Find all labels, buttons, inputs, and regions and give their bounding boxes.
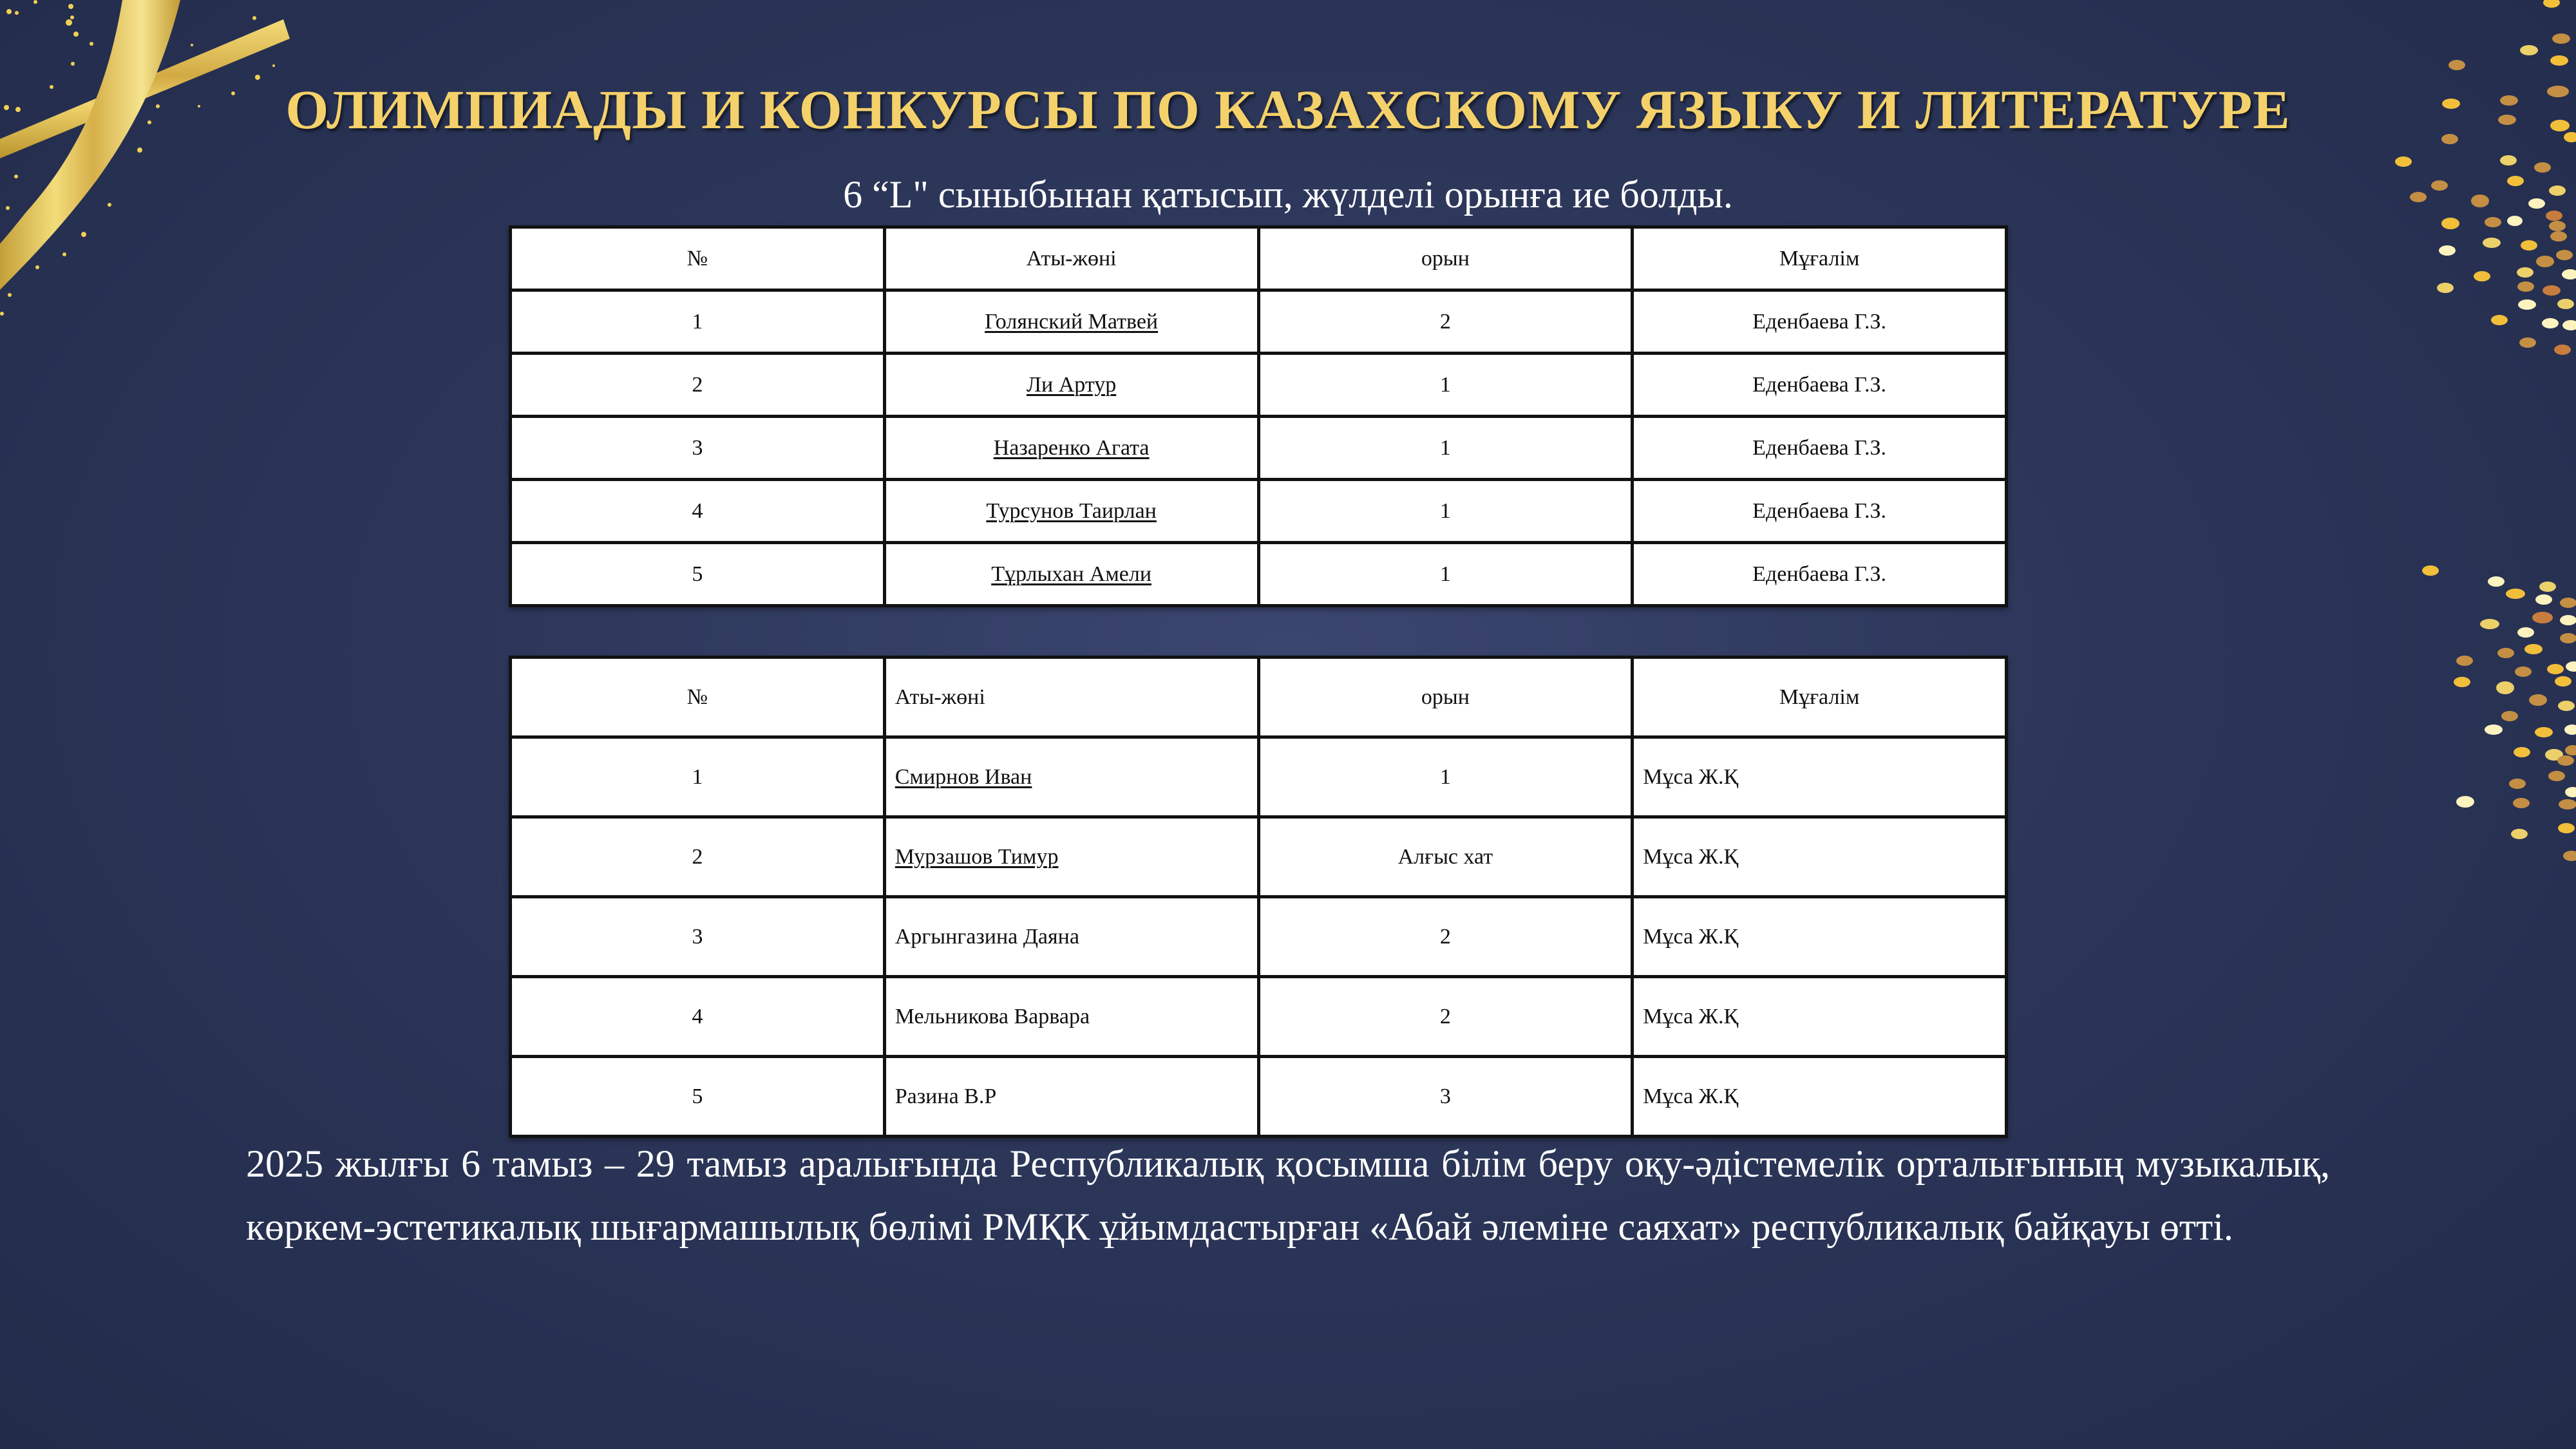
table-row (511, 737, 2007, 817)
column-header-teacher: Мұғалім (1633, 658, 2007, 737)
cell-name: Аргынгазина Даяна (884, 897, 1258, 977)
cell-teacher: Мұса Ж.Қ (1633, 737, 2007, 817)
cell-number: 2 (511, 354, 885, 417)
table-header-row (511, 227, 2007, 290)
cell-number: 4 (511, 480, 885, 543)
page-subtitle: 6 “L" сыныбынан қатысып, жүлделі орынға ие болды. (843, 173, 1733, 216)
cell-name (884, 543, 1258, 606)
student-name-link[interactable]: Смирнов Иван (895, 764, 1032, 789)
cell-place: 2 (1258, 290, 1633, 354)
cell-name (884, 480, 1258, 543)
cell-place: 1 (1258, 417, 1633, 480)
table-row (511, 354, 2007, 417)
table-row (511, 1057, 2007, 1137)
column-header-name: Аты-жөні (884, 227, 1258, 290)
student-name-link[interactable]: Мурзашов Тимур (895, 844, 1059, 869)
cell-name (884, 417, 1258, 480)
cell-teacher: Еденбаева Г.З. (1633, 354, 2007, 417)
student-name-link[interactable]: Назаренко Агата (993, 435, 1150, 460)
cell-teacher: Мұса Ж.Қ (1633, 897, 2007, 977)
cell-teacher: Мұса Ж.Қ (1633, 817, 2007, 897)
student-name-link[interactable]: Турсунов Таирлан (986, 498, 1157, 523)
cell-number: 3 (511, 897, 885, 977)
cell-place: 1 (1258, 737, 1633, 817)
cell-place: Алғыс хат (1258, 817, 1633, 897)
cell-number: 3 (511, 417, 885, 480)
gold-confetti-dots-icon (2357, 0, 2576, 1127)
cell-place: 2 (1258, 977, 1633, 1057)
cell-name (884, 737, 1258, 817)
cell-number: 2 (511, 817, 885, 897)
cell-place: 3 (1258, 1057, 1633, 1137)
page-title: ОЛИМПИАДЫ И КОНКУРСЫ ПО КАЗАХСКОМУ ЯЗЫКУ И ЛИТЕРАТУРЕ (285, 79, 2291, 140)
cell-name: Разина В.Р (884, 1057, 1258, 1137)
student-name-link[interactable]: Тұрлыхан Амели (991, 562, 1152, 586)
table-header-row (511, 658, 2007, 737)
cell-name: Мельникова Варвара (884, 977, 1258, 1057)
student-name-link[interactable]: Ли Артур (1026, 372, 1117, 397)
cell-teacher: Мұса Ж.Қ (1633, 977, 2007, 1057)
table-row (511, 417, 2007, 480)
table-row (511, 480, 2007, 543)
column-header-name: Аты-жөні (884, 658, 1258, 737)
cell-number: 1 (511, 290, 885, 354)
table-row (511, 897, 2007, 977)
cell-place: 2 (1258, 897, 1633, 977)
event-description: 2025 жылғы 6 тамыз – 29 тамыз аралығында Республикалық қосымша білім беру оқу-әдістемелік орталығының музыкалық, көркем-эстетикалық шығармашылық бөлімі РМҚК ұйымдастырған «Абай әлеміне саяхат» республикалық байқауы өтті. (246, 1142, 2330, 1248)
table-row (511, 543, 2007, 606)
cell-place: 1 (1258, 543, 1633, 606)
cell-name (884, 290, 1258, 354)
cell-place: 1 (1258, 480, 1633, 543)
cell-name (884, 354, 1258, 417)
cell-number: 5 (511, 543, 885, 606)
cell-number: 1 (511, 737, 885, 817)
student-name-link[interactable]: Голянский Матвей (985, 309, 1159, 334)
cell-teacher: Еденбаева Г.З. (1633, 290, 2007, 354)
table-row (511, 290, 2007, 354)
cell-teacher: Еденбаева Г.З. (1633, 543, 2007, 606)
cell-teacher: Еденбаева Г.З. (1633, 480, 2007, 543)
column-header-number: № (511, 658, 885, 737)
cell-teacher: Еденбаева Г.З. (1633, 417, 2007, 480)
cell-number: 4 (511, 977, 885, 1057)
table-row (511, 817, 2007, 897)
cell-number: 5 (511, 1057, 885, 1137)
column-header-place: орын (1258, 227, 1633, 290)
results-table-1 (509, 225, 2008, 607)
column-header-teacher: Мұғалім (1633, 227, 2007, 290)
cell-teacher: Мұса Ж.Қ (1633, 1057, 2007, 1137)
results-table-2 (509, 656, 2008, 1138)
cell-place: 1 (1258, 354, 1633, 417)
table-row (511, 977, 2007, 1057)
column-header-number: № (511, 227, 885, 290)
cell-name (884, 817, 1258, 897)
column-header-place: орын (1258, 658, 1633, 737)
